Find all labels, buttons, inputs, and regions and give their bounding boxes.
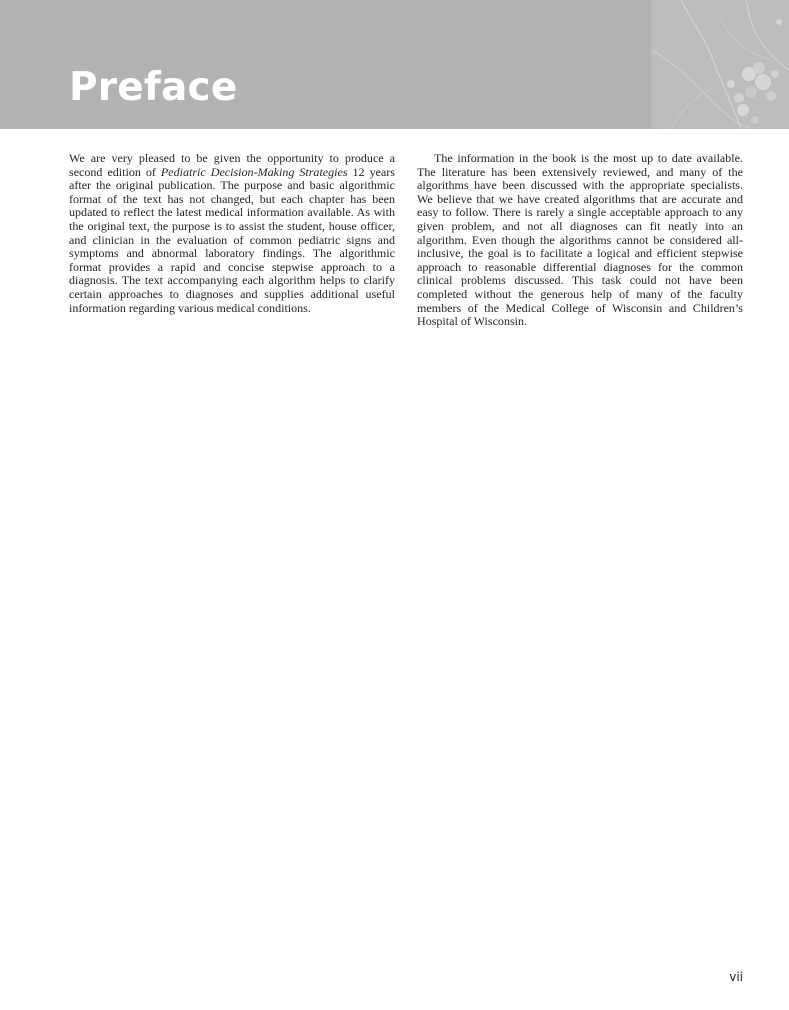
page-number: vii <box>729 970 743 984</box>
cell-cluster-illustration-svg <box>651 0 789 129</box>
header-band <box>0 0 789 129</box>
left-column <box>69 152 395 315</box>
cell-cluster-illustration <box>651 0 789 129</box>
left-paragraph-part1: We are very pleased to be given the opportunity to produce a second edition of <box>69 151 395 179</box>
right-paragraph: The information in the book is the most up to date available. The literature has been extensively reviewed, and many of the algorithms have been discussed with the appropriate specialists. We believe that we have created algorithms that are accurate and easy to follow. There is rarely a single acceptable approach to any given problem, and not all diagnoses can fit neatly into an algorithm. Even though the algorithms cannot be considered all-inclusive, the goal is to facilitate a logical and efficient stepwise approach to reasonable differential diagnoses for the common clinical problems discussed. This task could not have been completed without the generous help of many of the faculty members of the Medical College of Wisconsin and Children’s Hospital of Wisconsin. <box>417 151 743 329</box>
right-column <box>417 152 743 329</box>
page-title: Preface <box>69 65 238 110</box>
left-paragraph <box>69 152 395 315</box>
book-title: Pediatric Decision-Making Strategies <box>160 164 348 179</box>
left-paragraph-part2: 12 years after the original publication. The purpose and basic algorithmic format of the text has not changed, but each chapter has been updated to reflect the latest medical information available. As with the original text, the purpose is to assist the student, house officer, and clinician in the evaluation of common pediatric signs and symptoms and abnormal laboratory findings. The algorithmic format provides a rapid and concise stepwise approach to a diagnosis. The text accompanying each algorithm helps to clarify certain approaches to diagnoses and supplies additional useful information regarding various medical conditions. <box>69 164 395 315</box>
